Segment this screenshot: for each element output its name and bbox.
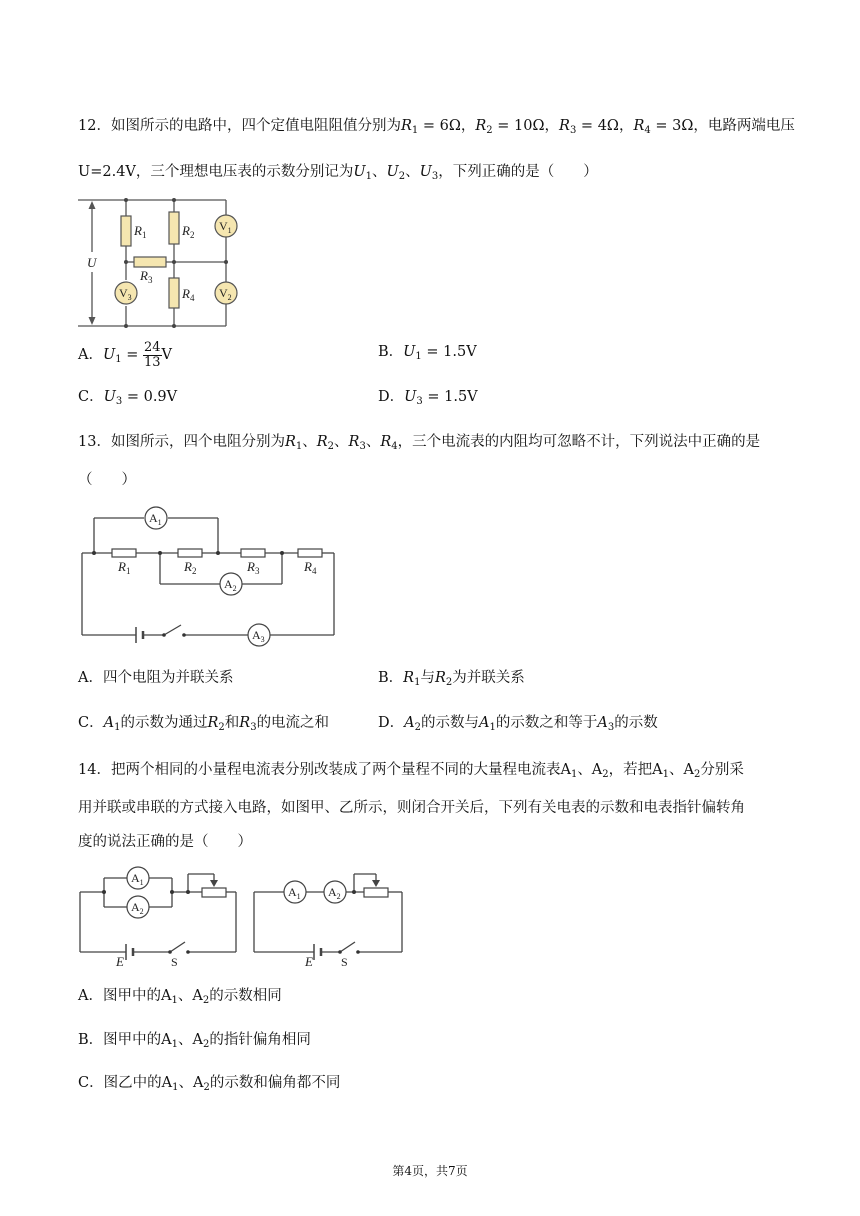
q12-option-b: B．$U_1 = 1.5V$: [378, 344, 477, 362]
q13-line1: 13．如图所示，四个电阻分别为$R_1$、$R_2$、$R_3$、$R_4$，三个电流表的内阻均可忽略不计，下列说法中正确的是: [78, 434, 761, 452]
q13-a1-label: $A_1$: [149, 511, 162, 527]
q14-yi-a2-label: $A_2$: [328, 885, 341, 901]
q14-figure-jia: [78, 862, 240, 970]
q14-jia-s-label: S: [171, 955, 178, 969]
page-footer: 第4页，共7页: [392, 1164, 468, 1178]
q12-u-label: U: [87, 255, 97, 270]
q12-v3-label: $V_3$: [119, 286, 132, 302]
q13-option-d: D．$A_2$的示数与$A_1$的示数之和等于$A_3$的示数: [378, 715, 658, 733]
q12-r4-label: $R_4$: [182, 286, 195, 303]
q13-r4-resistor: [298, 549, 322, 557]
q13-circuit-figure: [80, 505, 338, 651]
q12-r3-label: $R_3$: [140, 268, 153, 285]
q12-option-c: C．$U_3 = 0.9V$: [78, 389, 178, 407]
q12-r3-resistor: [134, 257, 166, 267]
q13-r2-resistor: [178, 549, 202, 557]
q14-option-b: B．图甲中的$A_1$、$A_2$的指针偏角相同: [78, 1032, 311, 1050]
q12-option-d: D．$U_3 = 1.5V$: [378, 389, 478, 407]
q14-figure-yi: [252, 862, 408, 970]
q13-line2: （ ）: [78, 472, 136, 488]
q14-line3: 度的说法正确的是（ ）: [78, 834, 252, 850]
q12-option-a-fraction: $\frac{24}{13}$: [143, 339, 161, 370]
q12-r1-resistor: [121, 216, 131, 246]
q14-line2: 用并联或串联的方式接入电路，如图甲、乙所示，则闭合开关后，下列有关电表的示数和电表指针偏转角: [78, 800, 745, 816]
q13-r2-label: $R_2$: [184, 559, 197, 576]
q13-a2-label: $A_2$: [224, 577, 237, 593]
q13-r1-label: $R_1$: [118, 559, 131, 576]
q14-jia-rheostat: [202, 888, 226, 897]
q12-circuit-figure: [78, 196, 248, 330]
q13-r4-label: $R_4$: [304, 559, 317, 576]
q14-jia-e-label: E: [116, 954, 124, 969]
q12-r2-label: $R_2$: [182, 223, 195, 240]
q14-yi-rheostat: [364, 888, 388, 897]
q14-yi-s-label: S: [341, 955, 348, 969]
q12-r4-resistor: [169, 278, 179, 308]
q13-option-c: C．$A_1$的示数为通过$R_2$和$R_3$的电流之和: [78, 715, 330, 733]
q14-jia-a1-label: $A_1$: [131, 871, 144, 887]
q14-option-c: C．图乙中的$A_1$、$A_2$的示数和偏角都不同: [78, 1075, 341, 1093]
q14-yi-e-label: E: [305, 954, 313, 969]
q12-line2: U=2.4V，三个理想电压表的示数分别记为$U_1$、$U_2$、$U_3$，下列正确的是（ ）: [78, 164, 598, 182]
q12-r1-label: $R_1$: [134, 223, 147, 240]
q14-yi-a1-label: $A_1$: [288, 885, 301, 901]
q14-jia-a2-label: $A_2$: [131, 900, 144, 916]
q13-option-b: B．$R_1$与$R_2$为并联关系: [378, 670, 525, 688]
q12-v1-label: $V_1$: [219, 219, 232, 235]
q12-v2-label: $V_2$: [219, 286, 232, 302]
q13-r3-resistor: [241, 549, 265, 557]
q13-option-a: A．四个电阻为并联关系: [78, 670, 234, 686]
q12-line1: 12．如图所示的电路中，四个定值电阻阻值分别为$R_1 = 6\Omega$，$R_2 = 10\Omega$，$R_3 = 4\Omega$，$R_4 = 3\Omega$，电路两端电压: [78, 118, 795, 136]
q14-line1: 14．把两个相同的小量程电流表分别改装成了两个量程不同的大量程电流表$A_1$、$A_2$，若把$A_1$、$A_2$分别采: [78, 762, 744, 780]
q13-a3-label: $A_3$: [252, 628, 265, 644]
q13-r1-resistor: [112, 549, 136, 557]
q12-option-a: A．$U_1$ = $\frac{24}{13}$ V: [78, 339, 172, 370]
q13-r3-label: $R_3$: [247, 559, 260, 576]
q12-r2-resistor: [169, 212, 179, 244]
q14-option-a: A．图甲中的$A_1$、$A_2$的示数相同: [78, 988, 282, 1006]
